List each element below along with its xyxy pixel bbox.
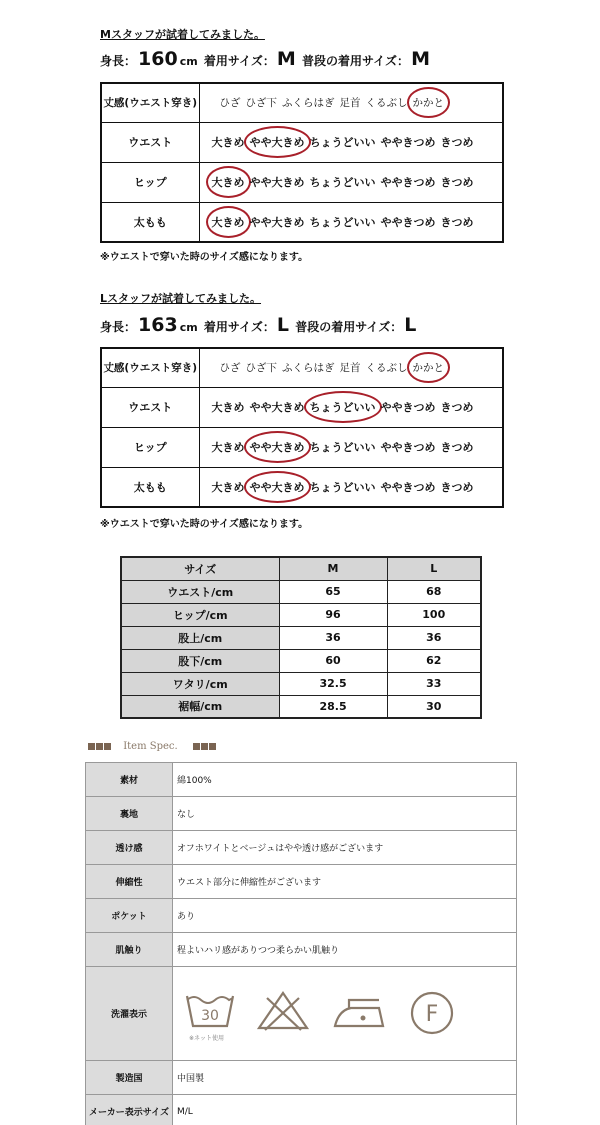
option-selected: やや大きめ xyxy=(249,441,305,454)
square-icon xyxy=(104,743,111,750)
staff-stats: 身長： 160 cm 着用サイズ： M 普段の着用サイズ： M xyxy=(100,48,430,70)
option: ひざ下 xyxy=(245,362,277,375)
option: ややきつめ xyxy=(380,441,436,454)
spec-row: 透け感 オフホワイトとベージュはやや透け感がございます xyxy=(86,831,517,865)
option: 大きめ xyxy=(211,441,245,454)
option: ちょうどいい xyxy=(309,215,376,229)
size-row: 股上/cm 36 36 xyxy=(121,626,481,649)
option-selected: かかと xyxy=(412,362,444,375)
size-row: ヒップ/cm 96 100 xyxy=(121,603,481,626)
row-label: 太もも xyxy=(101,467,199,507)
option: くるぶし xyxy=(365,97,408,110)
spec-table xyxy=(85,762,517,1125)
option: ややきつめ xyxy=(380,480,436,494)
option: 足首 xyxy=(339,97,361,110)
fit-row-waist xyxy=(101,122,503,162)
fit-options xyxy=(199,202,503,242)
size-table xyxy=(120,556,482,719)
option: やや大きめ xyxy=(249,215,305,229)
spec-row: 素材 綿100% xyxy=(86,763,517,797)
option-selected: やや大きめ xyxy=(249,136,305,149)
staff-block-l xyxy=(100,290,504,535)
length-row xyxy=(101,348,503,387)
option: きつめ xyxy=(440,136,474,149)
spec-row-wash: 洗濯表示 30 ※ネット使用 F xyxy=(86,967,517,1061)
fit-options xyxy=(199,467,503,507)
option-selected: かかと xyxy=(412,97,444,110)
square-icon xyxy=(96,743,103,750)
size-header-cell: M xyxy=(279,557,387,580)
option: きつめ xyxy=(440,401,474,414)
option: ふくらはぎ xyxy=(282,97,335,110)
staff-title: Lスタッフが試着してみました。 xyxy=(100,292,262,305)
fit-row-waist xyxy=(101,387,503,427)
wash-note: ※ネット使用 xyxy=(189,1035,225,1042)
option: ちょうどいい xyxy=(309,136,376,149)
iron-low-icon xyxy=(331,990,387,1035)
svg-text:F: F xyxy=(425,1002,439,1027)
option: ややきつめ xyxy=(380,215,436,229)
svg-text:30: 30 xyxy=(201,1008,219,1024)
square-icon xyxy=(201,743,208,750)
item-spec-heading xyxy=(88,741,217,755)
length-options xyxy=(199,83,503,122)
option: 大きめ xyxy=(211,401,245,414)
option: やや大きめ xyxy=(249,176,305,189)
option: ちょうどいい xyxy=(309,176,376,189)
option: 大きめ xyxy=(211,480,245,494)
length-label: 丈感(ウエスト穿き) xyxy=(101,83,199,122)
option: ひざ xyxy=(219,362,241,375)
square-icon xyxy=(193,743,200,750)
spec-row: 裏地 なし xyxy=(86,797,517,831)
staff-block-m xyxy=(100,26,504,266)
length-label: 丈感(ウエスト穿き) xyxy=(101,348,199,387)
size-row: ワタリ/cm 32.5 33 xyxy=(121,672,481,695)
row-label: ウエスト xyxy=(101,387,199,427)
option: くるぶし xyxy=(365,362,408,375)
fit-options xyxy=(199,427,503,467)
option: ひざ xyxy=(219,97,241,110)
option: きつめ xyxy=(440,480,474,494)
staff-stats: 身長： 163 cm 着用サイズ： L 普段の着用サイズ： L xyxy=(100,314,417,336)
size-header-cell: L xyxy=(387,557,481,580)
option: ひざ下 xyxy=(245,97,277,110)
size-row: 股下/cm 60 62 xyxy=(121,649,481,672)
option-selected: 大きめ xyxy=(211,176,245,189)
size-header-cell: サイズ xyxy=(121,557,279,580)
spec-row: ポケット あり xyxy=(86,899,517,933)
option: ふくらはぎ xyxy=(282,362,335,375)
size-row: 裾幅/cm 28.5 30 xyxy=(121,695,481,718)
fit-row-hip xyxy=(101,427,503,467)
option: ややきつめ xyxy=(380,136,436,149)
option: ややきつめ xyxy=(380,176,436,189)
row-label: ヒップ xyxy=(101,427,199,467)
fit-options xyxy=(199,387,503,427)
fit-row-hip xyxy=(101,162,503,202)
option: きつめ xyxy=(440,176,474,189)
option: きつめ xyxy=(440,441,474,454)
fit-note: ※ウエストで穿いた時のサイズ感になります。 xyxy=(100,519,309,530)
option: やや大きめ xyxy=(249,401,305,414)
row-label: ウエスト xyxy=(101,122,199,162)
row-label: ヒップ xyxy=(101,162,199,202)
fit-row-thigh xyxy=(101,467,503,507)
option: きつめ xyxy=(440,215,474,229)
length-row xyxy=(101,83,503,122)
fit-table xyxy=(100,347,504,508)
item-spec-label: Item Spec. xyxy=(123,741,178,752)
row-label: 太もも xyxy=(101,202,199,242)
spec-row: 伸縮性 ウエスト部分に伸縮性がございます xyxy=(86,865,517,899)
option: 足首 xyxy=(339,362,361,375)
option: ちょうどいい xyxy=(309,441,376,454)
spec-row: 肌触り 程よいハリ感がありつつ柔らかい肌触り xyxy=(86,933,517,967)
square-icon xyxy=(209,743,216,750)
option-selected: やや大きめ xyxy=(249,480,305,494)
wash-30-tub-icon xyxy=(185,990,235,1042)
option-selected: ちょうどいい xyxy=(309,401,376,414)
option: ちょうどいい xyxy=(309,480,376,494)
square-icon xyxy=(88,743,95,750)
wash-care-cell xyxy=(173,967,517,1061)
option: 大きめ xyxy=(211,136,245,149)
option: ややきつめ xyxy=(380,401,436,414)
size-row: ウエスト/cm 65 68 xyxy=(121,580,481,603)
spec-row: メーカー表示サイズ M/L xyxy=(86,1095,517,1125)
fit-row-thigh xyxy=(101,202,503,242)
no-bleach-icon xyxy=(257,990,309,1035)
fit-table xyxy=(100,82,504,243)
fit-note: ※ウエストで穿いた時のサイズ感になります。 xyxy=(100,252,309,263)
size-table-header xyxy=(121,557,481,580)
length-options xyxy=(199,348,503,387)
option-selected: 大きめ xyxy=(211,215,245,229)
spec-row: 製造国 中国製 xyxy=(86,1061,517,1095)
staff-title: Mスタッフが試着してみました。 xyxy=(100,28,265,41)
fit-options xyxy=(199,122,503,162)
fit-options xyxy=(199,162,503,202)
dry-clean-f-icon xyxy=(409,990,455,1039)
